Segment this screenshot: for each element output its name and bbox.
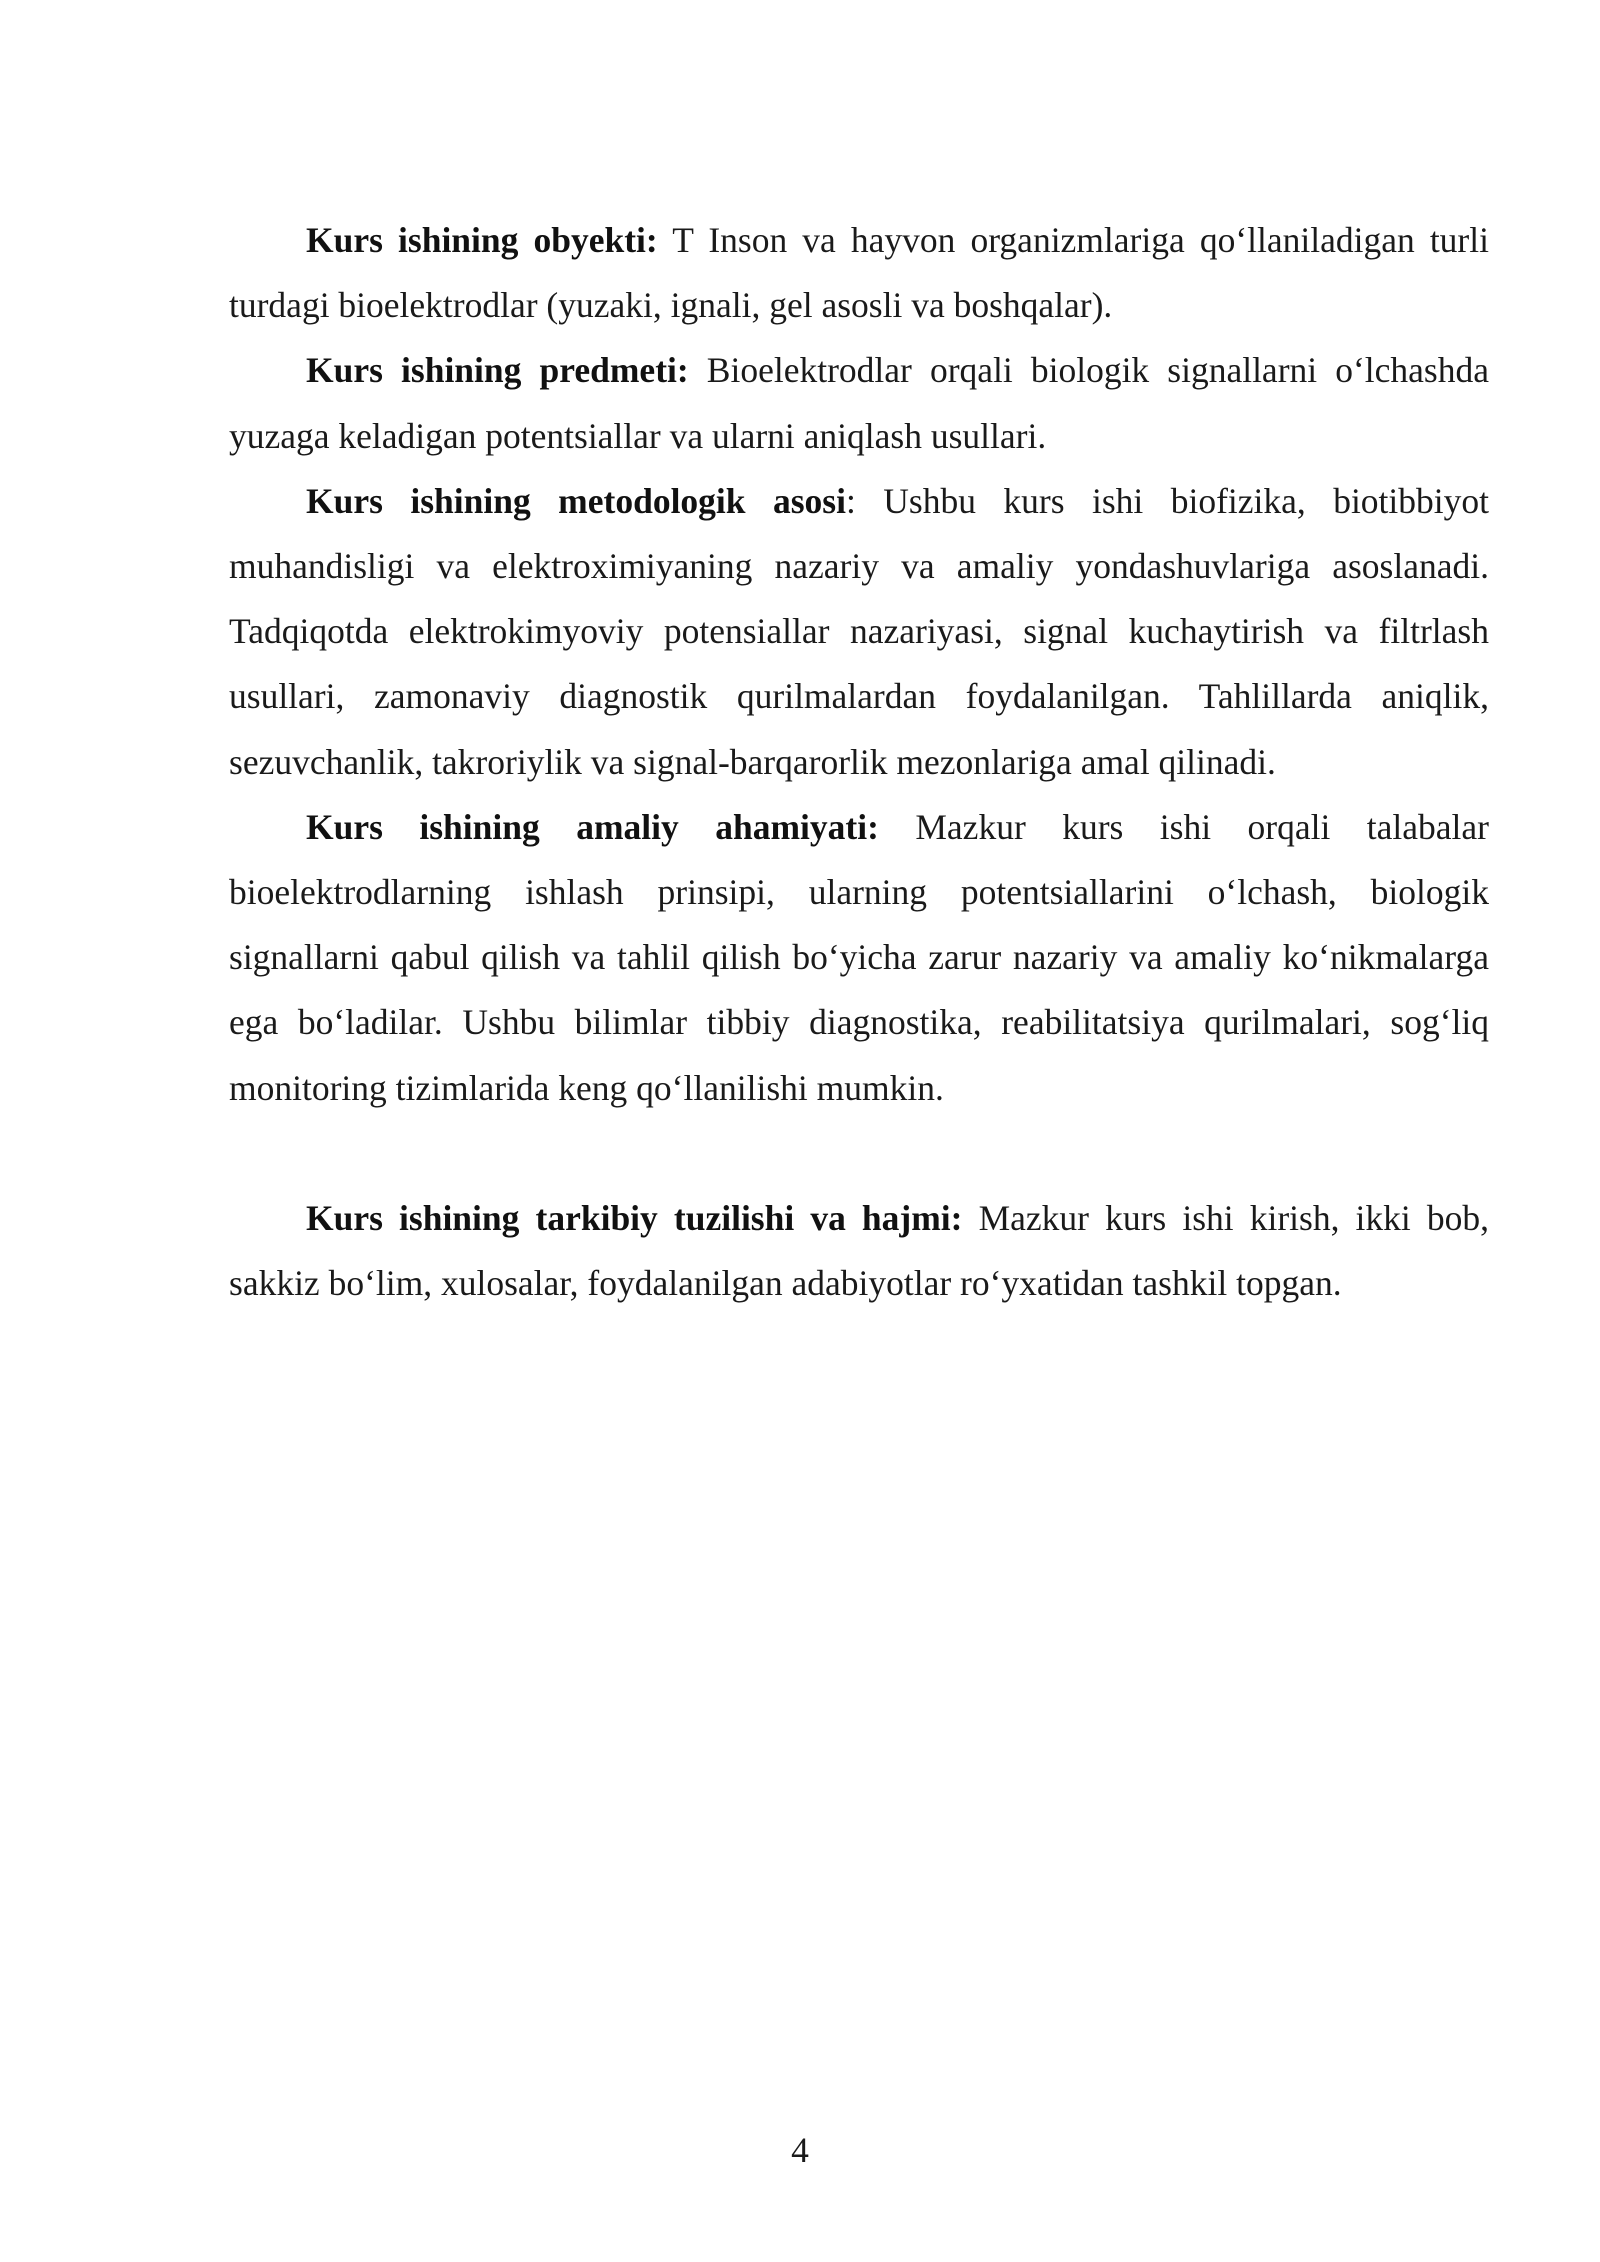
paragraph-structure [229,1186,1489,1316]
paragraph-text: Bioelektrodlar orqali biologik signallarni o‘lchashda yuzaga keladigan potentsiallar va ularni aniqlash usullari. [229,350,1489,456]
paragraph-text: T Inson va hayvon organizmlariga qo‘llaniladigan turli turdagi bioelektrodlar (yuzaki, ignali, gel asosli va boshqalar). [229,220,1489,326]
page-number: 4 [791,2130,809,2170]
page-body [229,208,1489,1316]
paragraph-text: Mazkur kurs ishi orqali talabalar bioelektrodlarning ishlash prinsipi, ularning potentsiallarini o‘lchash, biologik signallarni qabul qilish va tahlil qilish bo‘yicha zarur nazariy va amaliy ko‘nikmalarga ega bo‘ladilar. Ushbu bilimlar tibbiy diagnostika, reabilitatsiya qurilmalari, sog‘liq monitoring tizimlarida keng qo‘llanilishi mumkin. [229,806,1489,1108]
paragraph-label: Kurs ishining tarkibiy tuzilishi va hajmi: [306,1198,963,1239]
paragraph-object [229,208,1489,338]
paragraph-label: Kurs ishining amaliy ahamiyati: [306,806,879,847]
paragraph-label: Kurs ishining metodologik asosi [306,480,846,521]
paragraph-subject [229,338,1489,468]
paragraph-practical-significance [229,795,1489,1121]
paragraph-text: : Ushbu kurs ishi biofizika, biotibbiyot muhandisligi va elektroximiyaning nazariy va amaliy yondashuvlariga asoslanadi. Tadqiqotda elektrokimyoviy potensiallar nazariyasi, signal kuchaytirish va filtrlash usullari, zamonaviy diagnostik qurilmalardan foydalanilgan. Tahlillarda aniqlik, sezuvchanlik, takroriylik va signal-barqarorlik mezonlariga amal qilinadi. [229,480,1490,782]
paragraph-methodology [229,469,1489,795]
paragraph-label: Kurs ishining predmeti: [306,350,689,391]
paragraph-text: Mazkur kurs ishi kirish, ikki bob, sakkiz bo‘lim, xulosalar, foydalanilgan adabiyotlar ro‘yxatidan tashkil topgan. [229,1198,1489,1304]
paragraph-label: Kurs ishining obyekti: [306,220,658,260]
